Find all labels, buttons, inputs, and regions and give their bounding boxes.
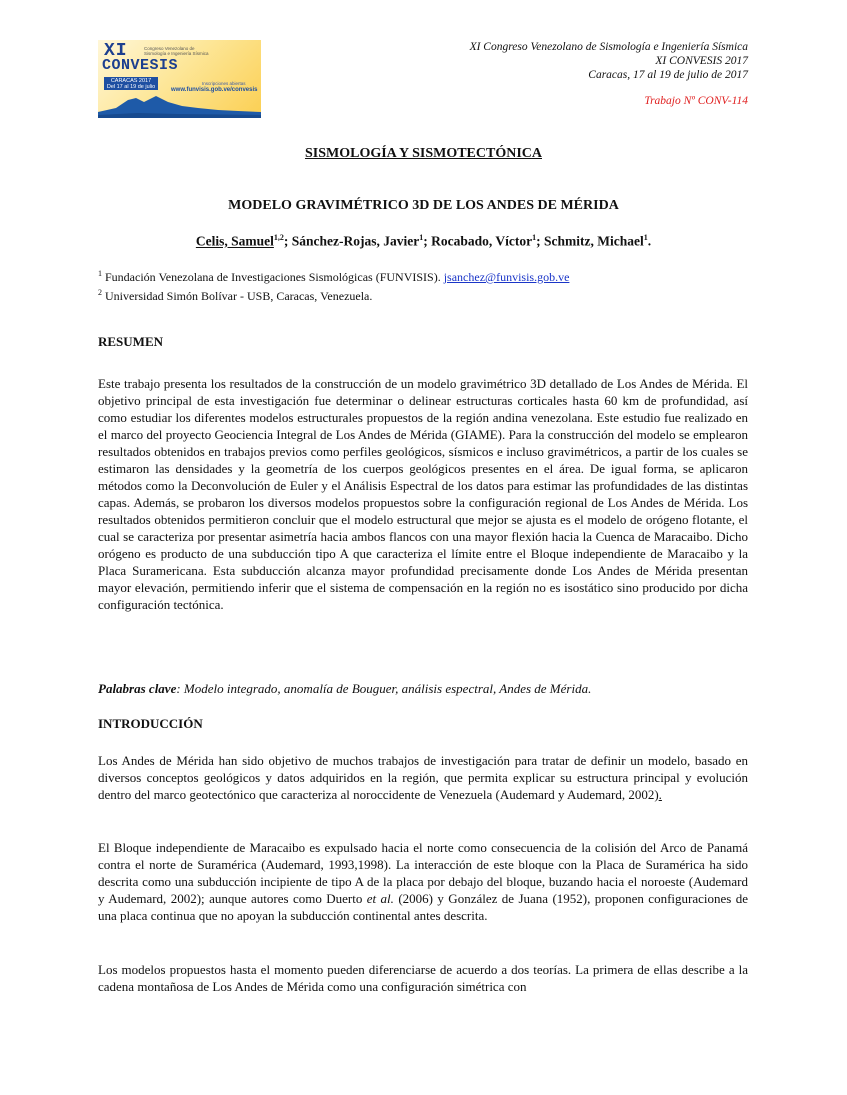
logo-badge-city: CARACAS 2017: [110, 78, 152, 84]
author-4: Schmitz, Michael: [544, 233, 644, 249]
keywords: [98, 681, 748, 697]
resumen-text: Este trabajo presenta los resultados de la construcción de un modelo gravimétrico 3D detallado de Los Andes de Mérida. El objetivo principal de esta investigación fue determinar o delinear estructuras corticales hasta 60 km de profundidad, así como estudiar los diferentes modelos estructurales propuestos de la región andina venezolana. Este estudio fue realizado en el marco del proyecto Geociencia Integral de Los Andes de Mérida (GIAME). Para la construcción del modelo se emplearon resultados obtenidos en trabajos previos como perfiles geológicos, sísmicos e incluso gravimétricos, a partir de los cuales se estimaron las densidades y la geometría de los cuerpos geológicos presentes en el área. De igual forma, se aplicaron métodos como la Deconvolución de Euler y el Análisis Espectral de los datos para estimar las profundidades de las distintas capas. Además, se probaron los diversos modelos propuestos sobre la configuración regional de Los Andes de Mérida. Los resultados obtenidos permitieron concluir que el modelo estructural que mejor se ajusta es el modelo de orógeno flotante, el cual se caracteriza por presentar asimetría hacia ambos flancos con una mayor flexión hacia la Cuenca de Maracaibo. Dicho orógeno es producto de una subducción tipo A que caracteriza el límite entre el Bloque independiente de Maracaibo y la Placa Suramericana. Esta subducción alcanza mayor profundidad precisamente donde Los Andes de Mérida presentan mayor elevación, permitiendo inferir que el sistema de compensación en la región no es isostático sino producido por dicha configuración tectónica.: [98, 376, 748, 612]
author-1-affil: 1,2: [273, 233, 284, 242]
logo-registration: Inscripciones abiertas: [202, 81, 246, 86]
resumen-heading: RESUMEN: [98, 334, 164, 349]
affiliation-2: [98, 285, 569, 304]
logo-badge-dates: Del 17 al 19 de julio: [106, 84, 156, 90]
conference-header: [470, 40, 748, 108]
conference-logo: [98, 40, 261, 118]
logo-url: www.funvisis.gob.ve/convesis: [171, 87, 258, 93]
logo-numeral: XI: [104, 41, 128, 61]
author-end: .: [647, 233, 652, 249]
intro-paragraph-2: [98, 839, 748, 924]
logo-name: CONVESIS: [102, 57, 179, 74]
header-line-1: XI Congreso Venezolano de Sismología e Ingeniería Sísmica: [469, 41, 748, 53]
email-link[interactable]: jsanchez@funvisis.gob.ve: [443, 270, 570, 284]
section-title: SISMOLOGÍA Y SISMOTECTÓNICA: [304, 146, 542, 161]
affiliation-1-mark: 1: [98, 269, 102, 278]
logo-small-text: Congreso Venezolano de Sismología e Ingeniería Sísmica: [144, 46, 209, 56]
mountain-skyline-icon: [98, 88, 261, 118]
affiliation-1-text: Fundación Venezolana de Investigaciones Sismológicas (FUNVISIS).: [105, 270, 441, 284]
author-2: Sánchez-Rojas, Javier: [291, 233, 420, 249]
keywords-label: Palabras clave: [98, 681, 177, 696]
author-sep: ;: [423, 233, 432, 249]
paper-number: Trabajo Nº CONV-114: [644, 95, 748, 107]
paper-title: MODELO GRAVIMÉTRICO 3D DE LOS ANDES DE MÉRIDA: [228, 198, 619, 213]
author-list: [0, 233, 847, 250]
keywords-text: : Modelo integrado, anomalía de Bouguer, análisis espectral, Andes de Mérida.: [176, 681, 592, 696]
affiliation-1: [98, 266, 569, 285]
header-line-2: XI CONVESIS 2017: [655, 55, 748, 67]
header-line-3: Caracas, 17 al 19 de julio de 2017: [588, 69, 748, 81]
introduccion-heading: INTRODUCCIÓN: [98, 716, 203, 731]
intro-p2-text-b: (2006) y González de Juana (1952), proponen configuraciones de una placa continua que no apoyan la subducción continental antes descrita.: [98, 891, 749, 923]
author-3-affil: 1: [532, 233, 537, 242]
intro-p2-text-a: El Bloque independiente de Maracaibo es expulsado hacia el norte como consecuencia de la colisión del Arco de Panamá contra el norte de Suramérica (Audemard, 1993,1998). La interacción de este bloque con la Placa de Suramérica ha sido descrita como una subducción incipiente de tipo A de la placa por debajo del bloque, buzando hacia el noroeste (Audemard y Audemard, 2002); aunque autores como Duerto: [98, 840, 748, 906]
author-3: Rocabado, Víctor: [431, 233, 533, 249]
intro-p2-etal: et al.: [366, 891, 394, 906]
author-4-affil: 1: [643, 233, 648, 242]
intro-p1-text: Los Andes de Mérida han sido objetivo de muchos trabajos de investigación para tratar de definir un modelo, basado en diversos conceptos geológicos y datos adquiridos en la región, que permita explicar su estructura principal y evolución dentro del marco geotectónico que caracteriza al noroccidente de Venezuela (Audemard y Audemard, 2002): [98, 753, 748, 802]
intro-p1-end: .: [658, 787, 662, 802]
author-sep: ;: [283, 233, 292, 249]
author-sep: ;: [536, 233, 544, 249]
affiliation-2-mark: 2: [98, 288, 102, 297]
affiliations: [98, 266, 569, 304]
intro-paragraph-3: Los modelos propuestos hasta el momento pueden diferenciarse de acuerdo a dos teorías. La primera de ellas describe a la cadena montañosa de Los Andes de Mérida como una configuración simétrica con: [98, 962, 748, 994]
author-1: Celis, Samuel: [195, 233, 274, 249]
intro-paragraph-1: [98, 752, 748, 803]
affiliation-2-text: Universidad Simón Bolívar - USB, Caracas, Venezuela.: [105, 289, 373, 303]
author-2-affil: 1: [419, 233, 424, 242]
